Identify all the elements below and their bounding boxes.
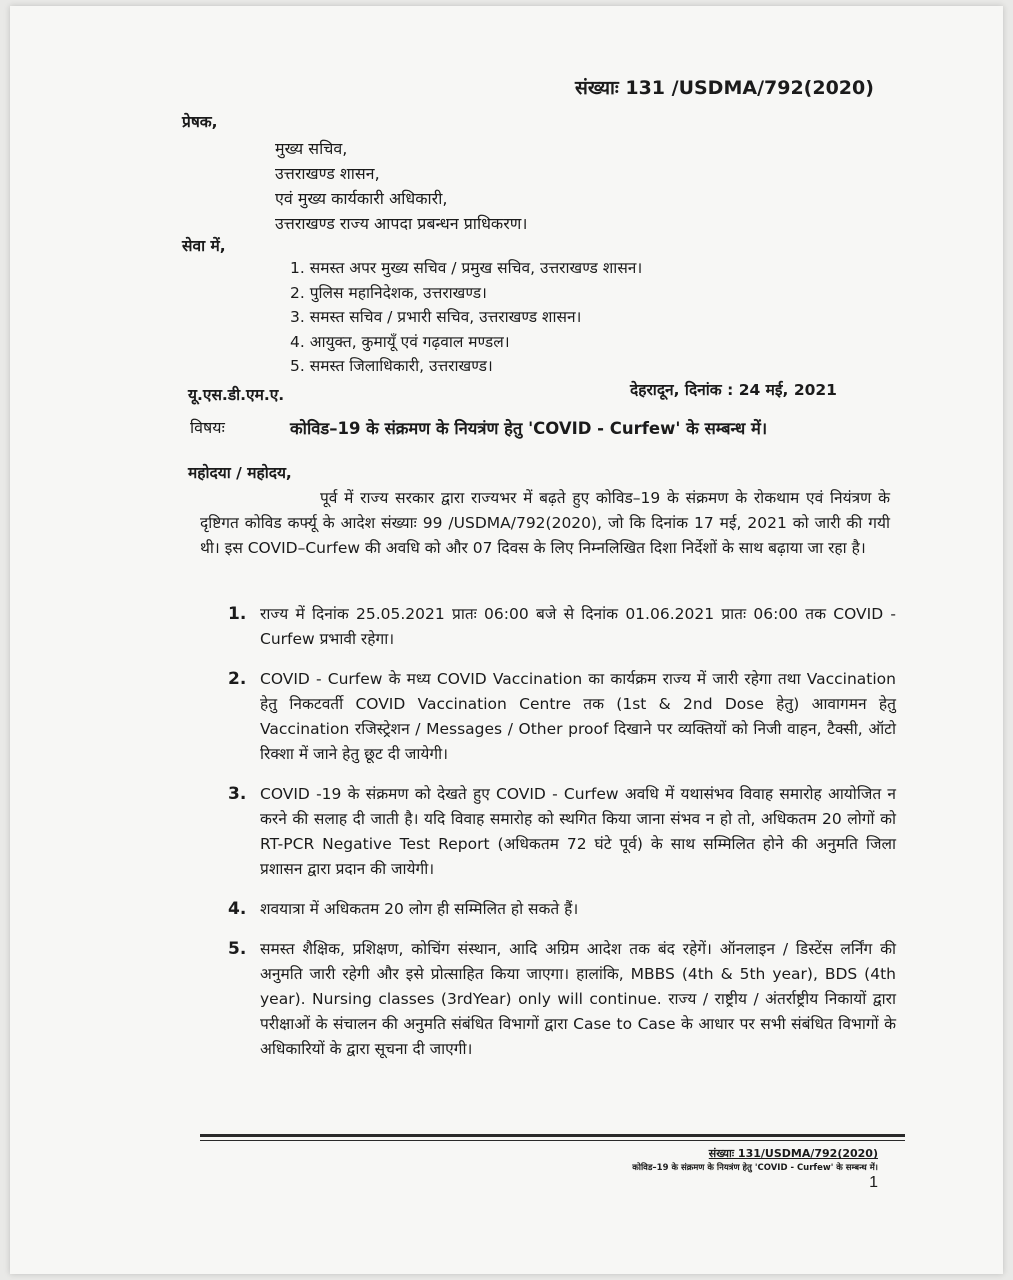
directive-text: शवयात्रा में अधिकतम 20 लोग ही सम्मिलित हो सकते हैं।: [260, 900, 579, 918]
footer-divider-thin: [200, 1140, 905, 1141]
directive-item: [228, 937, 896, 1062]
directive-text: COVID -19 के संक्रमण को देखते हुए COVID - Curfew अवधि में यथासंभव विवाह समारोह आयोजित न करने की सलाह दी जाती है। यदि विवाह समारोह को स्थगित किया जाना संभव न हो तो, अधिकतम 20 लोगों को RT-PCR Negative Test Report (अधिकतम 72 घंटे पूर्व) के साथ सम्मिलित होने की अनुमति जिला प्रशासन द्वारा प्रदान की जायेगी।: [260, 785, 896, 878]
directive-item: [228, 782, 896, 882]
document-page: [10, 6, 1003, 1274]
sender-line: उत्तराखण्ड शासन,: [275, 164, 380, 183]
sender-line: मुख्य सचिव,: [275, 139, 348, 158]
recipients-label: सेवा में,: [182, 237, 226, 255]
recipients-list: [290, 256, 642, 379]
subject-line: [190, 416, 768, 438]
directive-item: [228, 667, 896, 767]
subject-text: कोविड–19 के संक्रमण के नियत्रंण हेतु 'COVID - Curfew' के सम्बन्ध में।: [290, 419, 768, 438]
recipient-item: 1. समस्त अपर मुख्य सचिव / प्रमुख सचिव, उत्तराखण्ड शासन।: [290, 259, 643, 277]
subject-label: विषयः: [190, 418, 225, 437]
directive-number: 3.: [228, 784, 247, 804]
footer-divider: [200, 1134, 905, 1137]
directive-text: समस्त शैक्षिक, प्रशिक्षण, कोचिंग संस्थान, आदि अग्रिम आदेश तक बंद रहेगें। ऑनलाइन / डिस्टेंस लर्निंग की अनुमति जारी रहेगी और इसे प्रोत्साहित किया जाएगा। हालांकि, MBBS (4th & 5th year), BDS (4th year). Nursing classes (3rdYear) only will continue. राज्य / राष्ट्रीय / अंतर्राष्ट्रीय निकायों द्वारा परीक्षाओं के संचालन की अनुमति संबंधित विभागों द्वारा Case to Case के आधार पर सभी संबंधित विभागों के अधिकारियों के द्वारा सूचना दी जाएगी।: [260, 940, 896, 1058]
page-number: 1: [869, 1174, 878, 1191]
directive-item: [228, 602, 896, 652]
directive-number: 4.: [228, 899, 247, 919]
sender-address: [275, 136, 527, 236]
recipient-item: 4. आयुक्त, कुमायूँ एवं गढ़वाल मण्डल।: [290, 332, 510, 351]
intro-text: पूर्व में राज्य सरकार द्वारा राज्यभर में बढ़ते हुए कोविड–19 के संक्रमण के रोकथाम एवं नियंत्रण के दृष्टिगत कोविड कर्फ्यू के आदेश संख्याः 99 /USDMA/792(2020), जो कि दिनांक 17 मई, 2021 को जारी की गयी थी। इस COVID–Curfew की अवधि को और 07 दिवस के लिए निम्नलिखित दिशा निर्देशों के साथ बढ़ाया जा रहा है।: [200, 489, 890, 557]
footer-subject: कोविड–19 के संक्रमण के नियत्रंण हेतु 'COVID - Curfew' के सम्बन्ध में।: [632, 1163, 878, 1173]
sender-line: उत्तराखण्ड राज्य आपदा प्रबन्धन प्राधिकरण।: [275, 214, 528, 233]
recipient-item: 2. पुलिस महानिदेशक, उत्तराखण्ड।: [290, 283, 487, 302]
place-date: देहरादून, दिनांक : 24 मई, 2021: [630, 381, 837, 399]
salutation: महोदया / महोदय,: [188, 464, 292, 482]
directive-text: राज्य में दिनांक 25.05.2021 प्रातः 06:00 बजे से दिनांक 01.06.2021 प्रातः 06:00 तक COVID - Curfew प्रभावी रहेगा।: [260, 605, 896, 648]
sender-line: एवं मुख्य कार्यकारी अधिकारी,: [275, 189, 448, 208]
directive-number: 2.: [228, 669, 247, 689]
directive-item: [228, 897, 896, 922]
directive-number: 5.: [228, 939, 247, 959]
letter-number: संख्याः 131 /USDMA/792(2020): [575, 77, 874, 99]
directive-text: COVID - Curfew के मध्य COVID Vaccination का कार्यक्रम राज्य में जारी रहेगा तथा Vaccination हेतु निकटवर्ती COVID Vaccination Centre तक (1st & 2nd Dose हेतु) आवागमन हेतु Vaccination रजिस्ट्रेशन / Messages / Other proof दिखाने पर व्यक्तियों को निजी वाहन, टैक्सी, ऑटो रिक्शा में जाने हेतु छूट दी जायेगी।: [260, 670, 896, 763]
directives-list: [228, 602, 896, 1077]
recipient-item: 3. समस्त सचिव / प्रभारी सचिव, उत्तराखण्ड शासन।: [290, 308, 582, 326]
directive-number: 1.: [228, 604, 247, 624]
sender-label: प्रेषक,: [182, 113, 218, 131]
intro-paragraph: [200, 486, 890, 561]
footer-reference: संख्याः 131/USDMA/792(2020): [708, 1147, 878, 1160]
office-code: यू.एस.डी.एम.ए.: [188, 386, 285, 404]
recipient-item: 5. समस्त जिलाधिकारी, उत्तराखण्ड।: [290, 357, 493, 375]
